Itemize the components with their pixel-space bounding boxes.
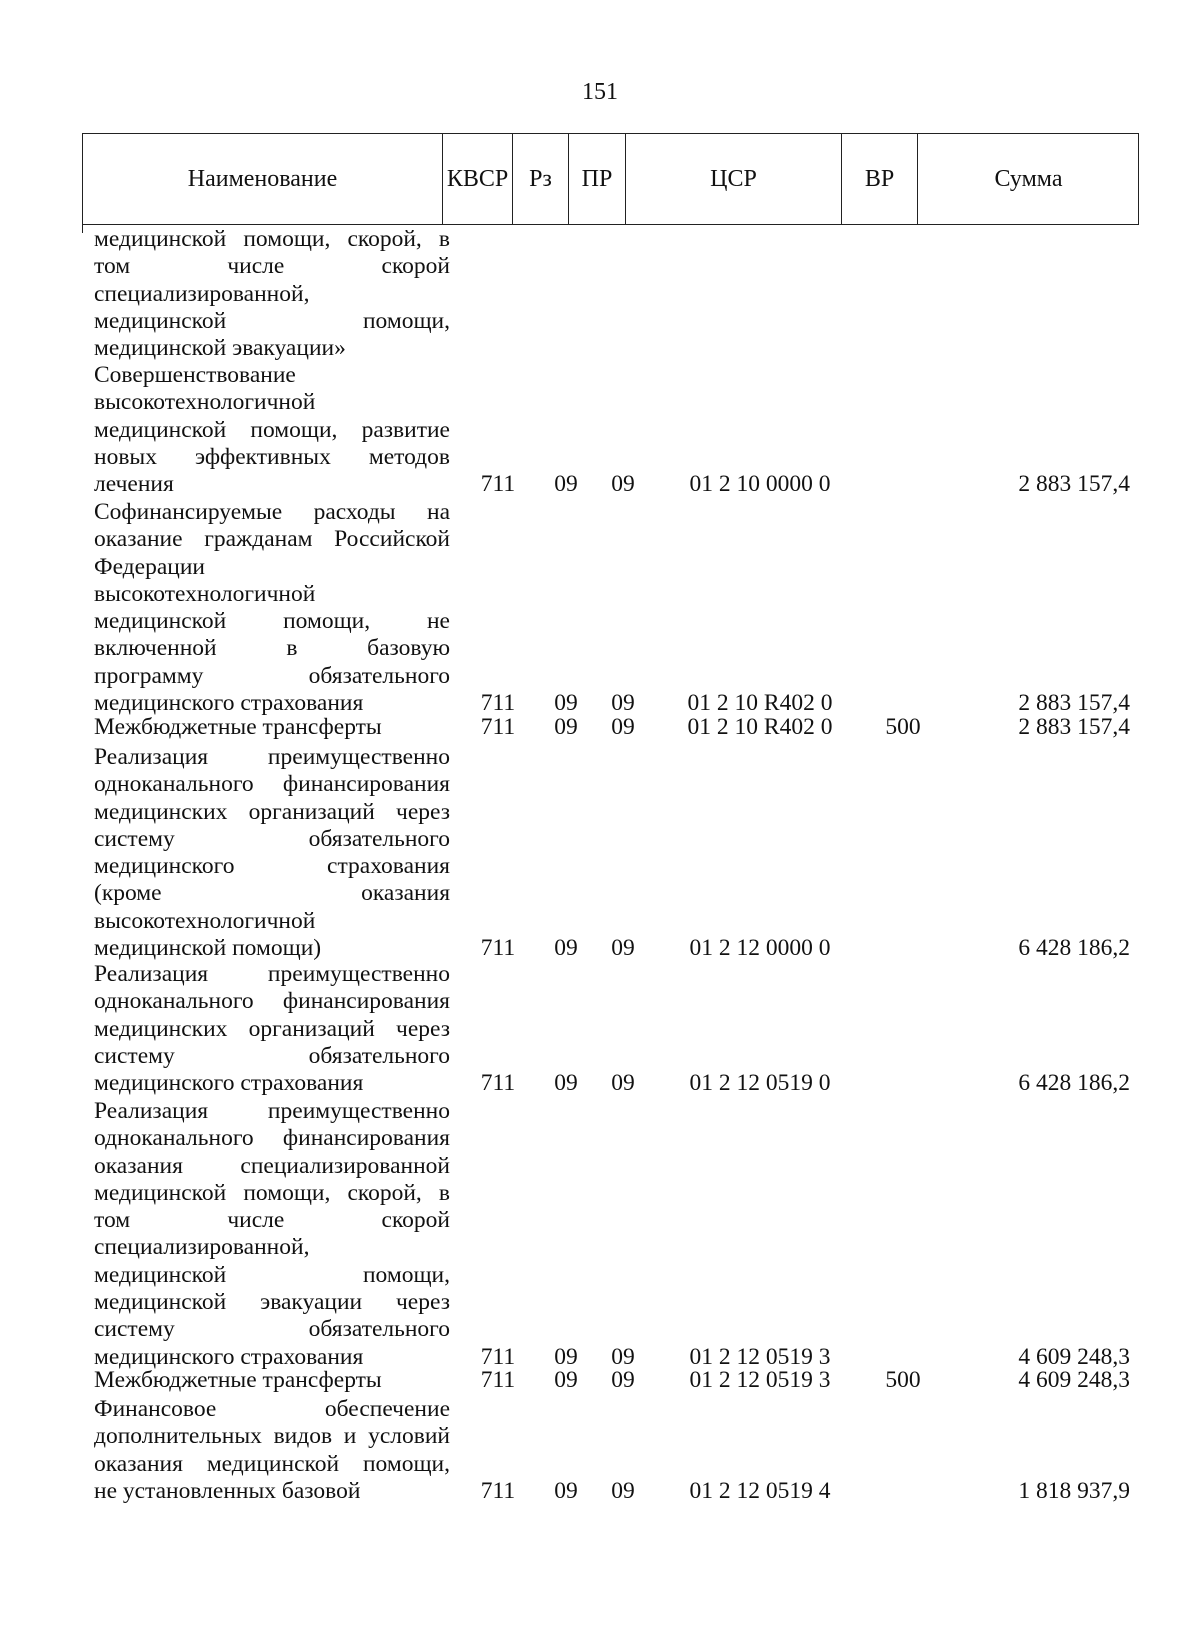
row-name-line: медицинских организаций через [94, 1015, 450, 1042]
row-name [94, 714, 450, 741]
row-rz: 09 [554, 690, 578, 717]
row-name-line: Софинансируемые расходы на [94, 499, 450, 525]
header-name: Наименование [187, 165, 338, 192]
row-sum: 2 883 157,4 [1018, 471, 1130, 498]
row-name-line: оказание гражданам Российской [94, 526, 450, 553]
row-name [94, 226, 450, 362]
row-name-line: специализированной, [94, 1234, 310, 1261]
row-rz: 09 [554, 1343, 578, 1370]
row-name-line: включенной в базовую [94, 635, 450, 662]
row-rz: 09 [554, 935, 578, 962]
row-kvsr: 711 [480, 1343, 516, 1370]
row-name [94, 499, 450, 717]
row-name [94, 744, 450, 962]
row-csr: 01 2 12 0519 0 [689, 1070, 831, 1097]
row-kvsr: 711 [480, 1070, 516, 1097]
row-name-line: одноканального финансирования [94, 771, 450, 798]
header-csr: ЦСР [625, 134, 841, 224]
row-name [94, 1367, 450, 1394]
row-name-line: высокотехнологичной [94, 907, 316, 934]
page-number: 151 [582, 79, 618, 105]
row-name-line: том числе скорой [94, 253, 450, 280]
row-name-line: не установленных базовой [94, 1477, 361, 1504]
row-name-line: медицинской помощи, не [94, 608, 450, 635]
row-name-line: медицинской эвакуации» [94, 335, 346, 362]
row-kvsr: 711 [480, 690, 516, 717]
row-pr: 09 [611, 1070, 635, 1097]
row-name-line: Межбюджетные трансферты [94, 1367, 382, 1393]
row-csr: 01 2 10 R402 0 [687, 714, 833, 740]
row-csr: 01 2 12 0519 3 [689, 1343, 831, 1370]
row-name-line: систему обязательного [94, 825, 450, 852]
row-name-line: высокотехнологичной [94, 580, 316, 607]
row-name-line: медицинского страхования [94, 1343, 364, 1370]
row-csr: 01 2 12 0519 4 [689, 1477, 831, 1504]
row-pr: 09 [611, 1477, 635, 1504]
row-rz: 09 [554, 471, 578, 498]
row-name-line: одноканального финансирования [94, 1125, 450, 1152]
row-name-line: медицинских организаций через [94, 798, 450, 825]
row-name-line: медицинской эвакуации через [94, 1289, 450, 1316]
row-vr: 500 [885, 1367, 921, 1393]
row-rz: 09 [554, 1477, 578, 1504]
row-rz: 09 [554, 1070, 578, 1097]
row-name-line: оказания специализированной [94, 1152, 450, 1179]
row-name-line: Реализация преимущественно [94, 961, 450, 987]
row-csr: 01 2 10 0000 0 [689, 471, 831, 498]
row-vr: 500 [885, 714, 921, 740]
row-name-line: медицинской помощи, скорой, в [94, 226, 450, 252]
row-sum: 1 818 937,9 [1018, 1477, 1130, 1504]
row-name-line: систему обязательного [94, 1042, 450, 1069]
header-vr: ВР [841, 134, 917, 224]
row-pr: 09 [611, 935, 635, 962]
row-name-line: лечения [94, 471, 174, 498]
row-name-line: медицинской помощи, развитие [94, 416, 450, 443]
row-name-line: одноканального финансирования [94, 988, 450, 1015]
row-name-line: (кроме оказания [94, 880, 450, 907]
row-name-line: медицинской помощи, [94, 1261, 450, 1288]
row-name-line: Межбюджетные трансферты [94, 714, 382, 740]
row-kvsr: 711 [480, 935, 516, 962]
row-csr: 01 2 10 R402 0 [687, 690, 833, 717]
row-name-line: новых эффективных методов [94, 443, 450, 470]
table-header [82, 133, 1139, 225]
row-name-line: медицинского страхования [94, 1070, 364, 1097]
row-csr: 01 2 12 0000 0 [689, 935, 831, 962]
row-name [94, 1098, 450, 1371]
row-name-line: Реализация преимущественно [94, 744, 450, 770]
row-name-line: дополнительных видов и условий [94, 1423, 450, 1450]
row-name-line: высокотехнологичной [94, 389, 316, 416]
row-sum: 2 883 157,4 [1018, 690, 1130, 717]
row-sum: 2 883 157,4 [1018, 714, 1130, 740]
table-left-border [82, 225, 83, 233]
row-pr: 09 [611, 1343, 635, 1370]
row-name-line: специализированной, [94, 280, 310, 307]
row-rz: 09 [554, 1367, 578, 1393]
row-csr: 01 2 12 0519 3 [689, 1367, 831, 1393]
row-name-line: медицинского страхования [94, 690, 364, 717]
row-sum: 6 428 186,2 [1018, 935, 1130, 962]
row-name-line: Реализация преимущественно [94, 1098, 450, 1124]
row-name-line: Финансовое обеспечение [94, 1396, 450, 1422]
row-name-line: медицинской помощи, [94, 307, 450, 334]
row-sum: 4 609 248,3 [1018, 1343, 1130, 1370]
row-pr: 09 [611, 714, 635, 740]
row-kvsr: 711 [480, 471, 516, 498]
row-name-line: том числе скорой [94, 1207, 450, 1234]
row-kvsr: 711 [480, 1477, 516, 1504]
row-name-line: медицинской помощи, скорой, в [94, 1179, 450, 1206]
row-name-line: оказания медицинской помощи, [94, 1450, 450, 1477]
row-sum: 4 609 248,3 [1018, 1367, 1130, 1393]
row-name [94, 1396, 450, 1505]
row-pr: 09 [611, 471, 635, 498]
header-kvsr: КВСР [442, 134, 512, 224]
row-name-line: программу обязательного [94, 662, 450, 689]
row-name-line: медицинской помощи) [94, 935, 322, 962]
row-sum: 6 428 186,2 [1018, 1070, 1130, 1097]
row-name [94, 961, 450, 1097]
row-kvsr: 711 [480, 714, 516, 740]
row-pr: 09 [611, 1367, 635, 1393]
header-rz: Рз [512, 134, 568, 224]
row-kvsr: 711 [480, 1367, 516, 1393]
row-pr: 09 [611, 690, 635, 717]
row-name-line: Совершенствование [94, 362, 296, 388]
header-pr: ПР [568, 134, 625, 224]
row-name-line: медицинского страхования [94, 853, 450, 880]
header-sum: Сумма [917, 134, 1139, 224]
row-name-line: Федерации [94, 553, 205, 580]
row-name-line: систему обязательного [94, 1316, 450, 1343]
row-rz: 09 [554, 714, 578, 740]
row-name [94, 362, 450, 498]
